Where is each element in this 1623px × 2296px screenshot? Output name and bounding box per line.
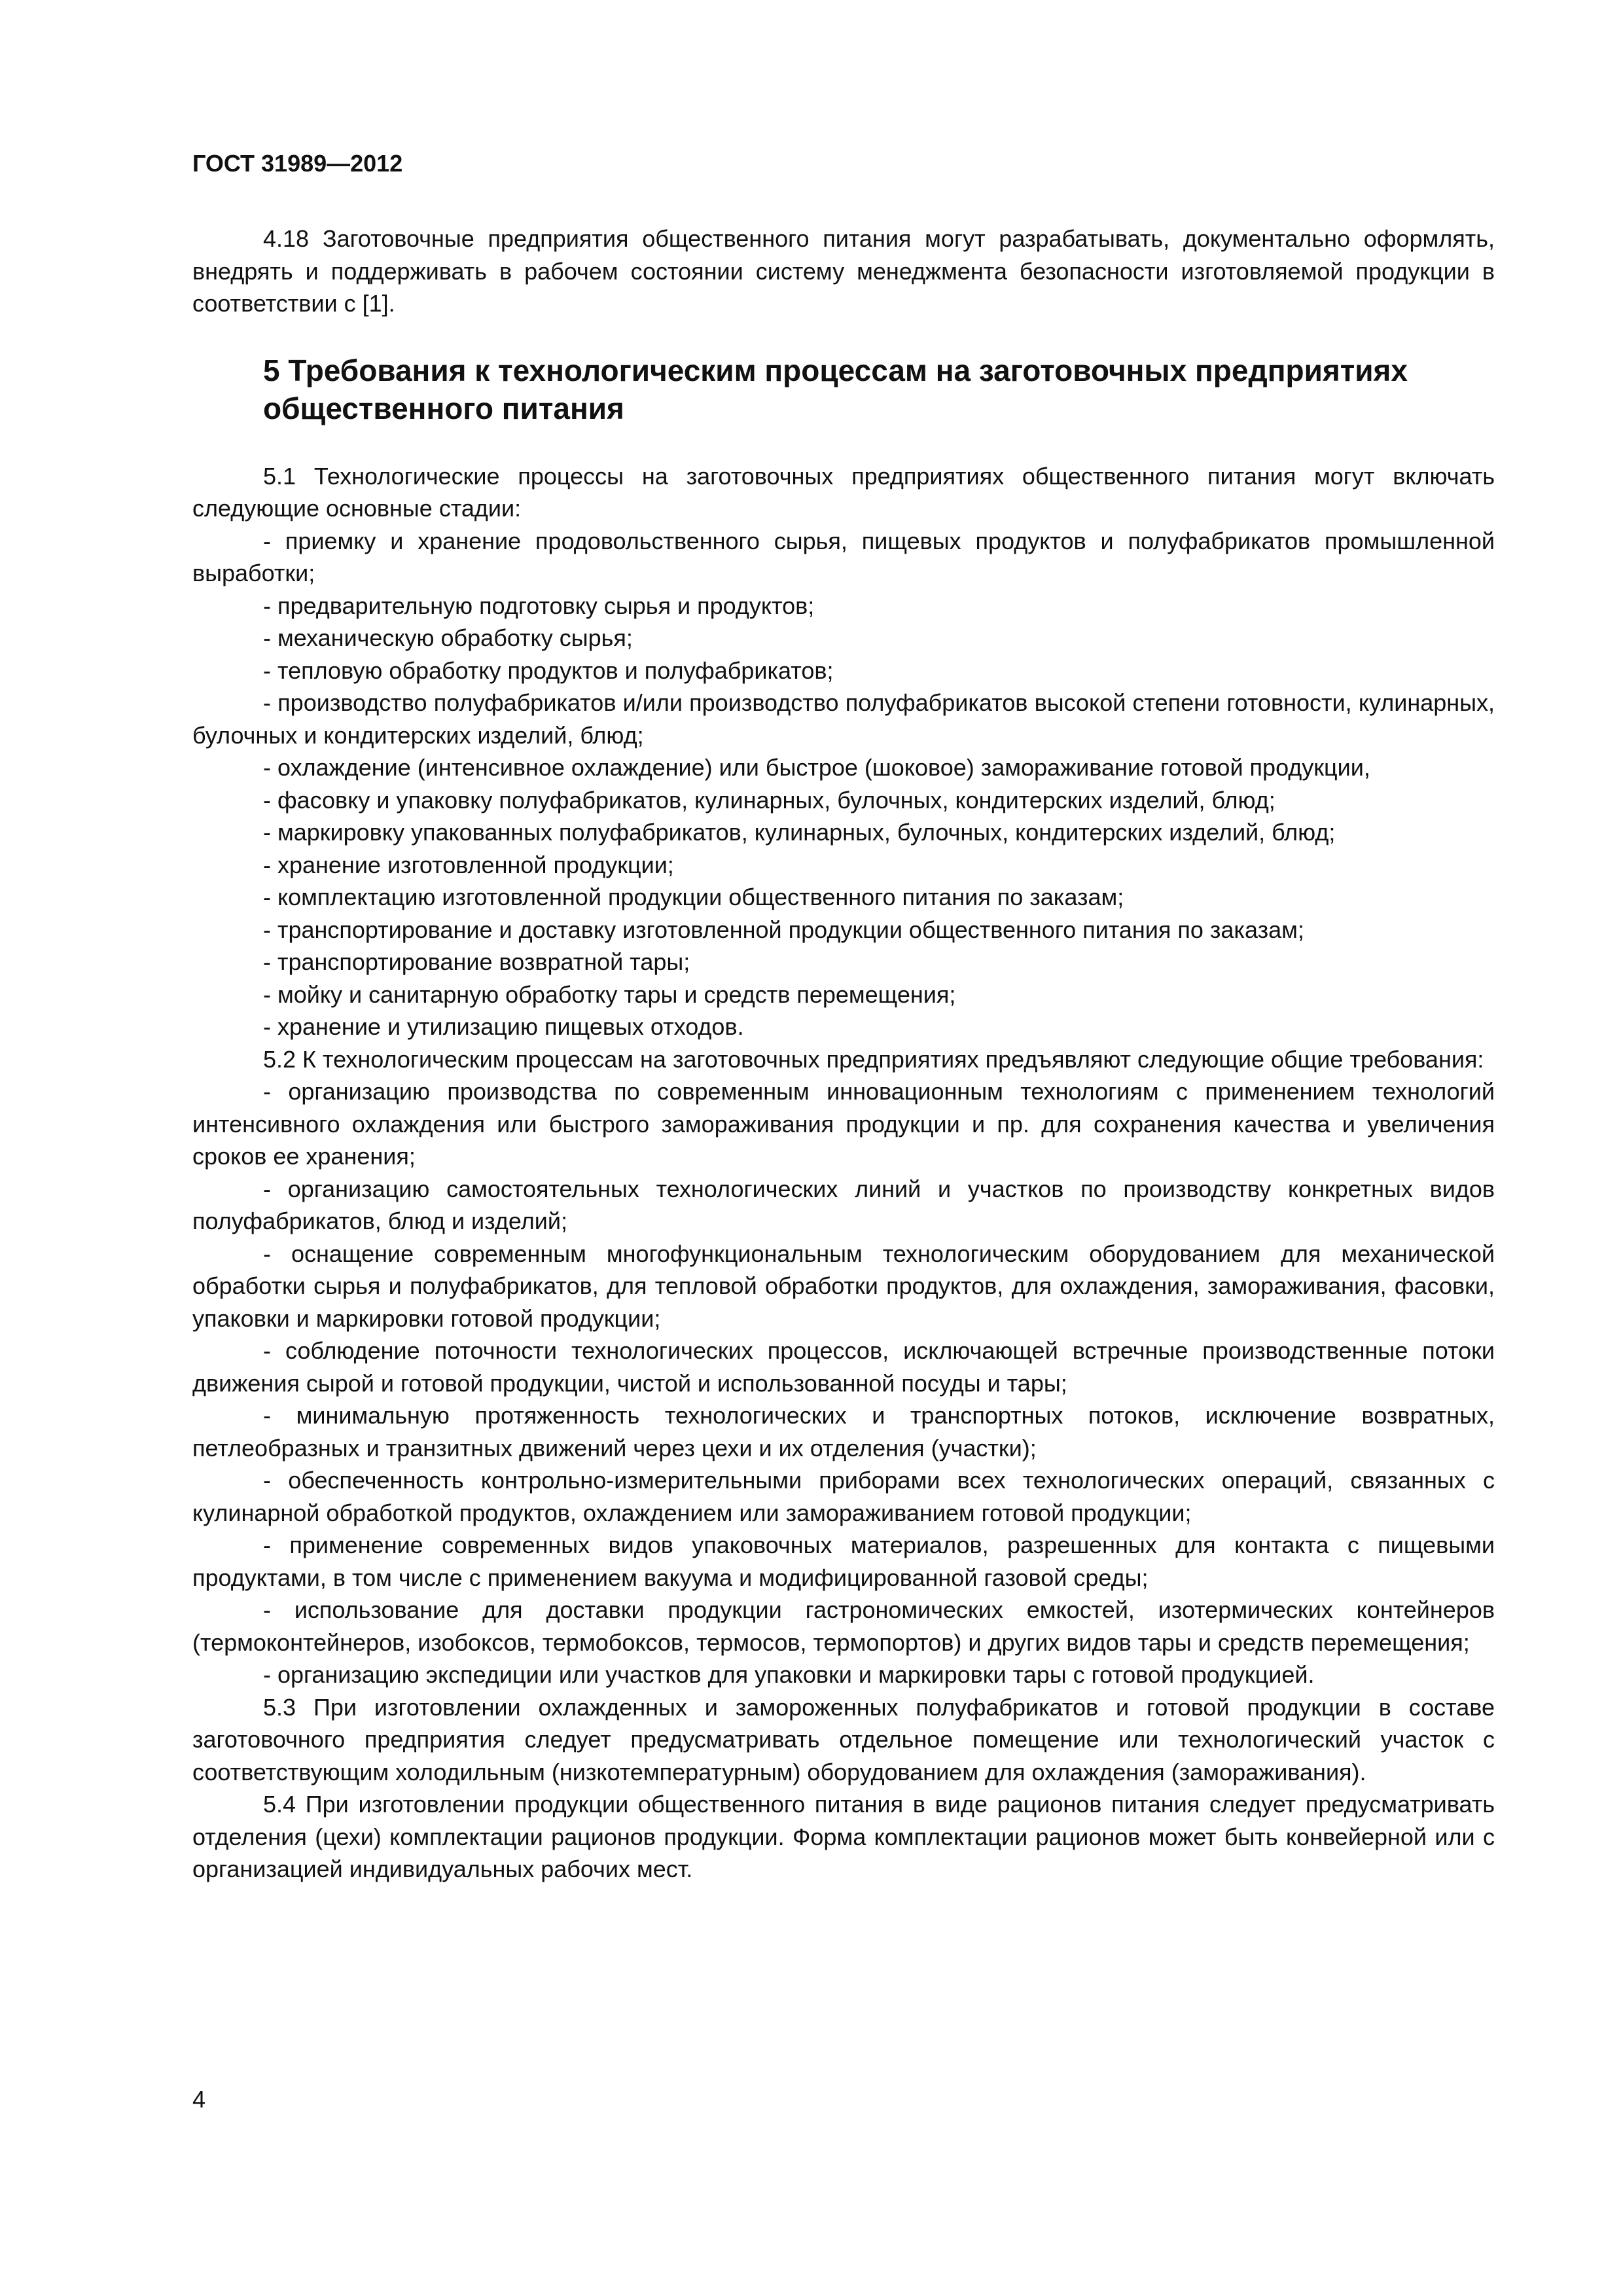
list-item: - транспортирование возвратной тары; [263, 948, 690, 975]
paragraph-5-2: 5.2 К технологическим процессам на заготовочных предприятиях предъявляют следующие общие требования: [263, 1045, 1484, 1073]
paragraph-5-4: 5.4 При изготовлении продукции общественного питания в виде рационов питания следует предусматривать отделения (цехи) комплектации рационов продукции. Форма комплектации рационов может быть конвейерной или с организацией индивидуальных рабочих мест. [192, 1791, 1495, 1882]
list-item: - минимальную протяженность технологических и транспортных потоков, исключение возвратных, петлеобразных и транзитных движений через цехи и их отделения (участки); [192, 1402, 1495, 1462]
list-item: - соблюдение поточности технологических процессов, исключающей встречные производственные потоки движения сырой и готовой продукции, чистой и использованной посуды и тары; [192, 1337, 1495, 1397]
stages-list [192, 525, 1495, 1043]
list-item: - механическую обработку сырья; [263, 624, 633, 651]
list-item: - тепловую обработку продуктов и полуфабрикатов; [263, 656, 834, 684]
list-item: - обеспеченность контрольно-измерительными приборами всех технологических операций, связанных с кулинарной обработкой продуктов, охлаждением или замораживанием готовой продукции; [192, 1467, 1495, 1526]
list-item: - комплектацию изготовленной продукции общественного питания по заказам; [263, 884, 1124, 910]
list-item: - предварительную подготовку сырья и продуктов; [263, 592, 815, 619]
paragraph-4-18: 4.18 Заготовочные предприятия общественного питания могут разрабатывать, документально оформлять, внедрять и поддерживать в рабочем состоянии систему менеджмента безопасности изготовляемой продукции в соответствии с [1]. [192, 225, 1495, 317]
list-item: - фасовку и упаковку полуфабрикатов, кулинарных, булочных, кондитерских изделий, блюд; [263, 786, 1275, 814]
list-item: - организацию экспедиции или участков для упаковки и маркировки тары с готовой продукцией. [263, 1661, 1315, 1688]
list-item: - оснащение современным многофункциональным технологическим оборудованием для механической обработки сырья и полуфабрикатов, для тепловой обработки продуктов, для охлаждения, замораживания, фасовки, упаковки и маркировки готовой продукции; [192, 1240, 1495, 1332]
requirements-list [192, 1075, 1495, 1691]
paragraph-5-3: 5.3 При изготовлении охлажденных и замороженных полуфабрикатов и готовой продукции в составе заготовочного предприятия следует предусматривать отдельное помещение или технологический участок с соответствующим холодильным (низкотемпературным) оборудованием для охлаждения (замораживания). [192, 1693, 1495, 1785]
document-body [192, 223, 1495, 1886]
list-item: - хранение и утилизацию пищевых отходов. [263, 1013, 744, 1040]
list-item: - использование для доставки продукции гастрономических емкостей, изотермических контейнеров (термоконтейнеров, изобоксов, термобоксов, термосов, термопортов) и других видов тары и средств перемещения; [192, 1596, 1495, 1656]
list-item: - организацию самостоятельных технологических линий и участков по производству конкретных видов полуфабрикатов, блюд и изделий; [192, 1175, 1495, 1234]
list-item: - транспортирование и доставку изготовленной продукции общественного питания по заказам; [263, 916, 1304, 943]
section-5-heading: 5 Требования к технологическим процессам на заготовочных предприятиях общественного питания [263, 353, 1408, 425]
list-item: - маркировку упакованных полуфабрикатов, кулинарных, булочных, кондитерских изделий, блюд; [263, 819, 1336, 846]
list-item: - хранение изготовленной продукции; [263, 851, 674, 878]
list-item: - приемку и хранение продовольственного сырья, пищевых продуктов и полуфабрикатов промышленной выработки; [192, 527, 1495, 586]
list-item: - производство полуфабрикатов и/или производство полуфабрикатов высокой степени готовности, кулинарных, булочных и кондитерских изделий, блюд; [192, 689, 1495, 749]
list-item: - мойку и санитарную обработку тары и средств перемещения; [263, 980, 956, 1008]
list-item: - охлаждение (интенсивное охлаждение) или быстрое (шоковое) замораживание готовой продукции, [263, 754, 1370, 781]
paragraph-5-1: 5.1 Технологические процессы на заготовочных предприятиях общественного питания могут включать следующие основные стадии: [192, 462, 1495, 522]
list-item: - применение современных видов упаковочных материалов, разрешенных для контакта с пищевыми продуктами, в том числе с применением вакуума и модифицированной газовой среды; [192, 1532, 1495, 1591]
document-header: ГОСТ 31989—2012 [192, 150, 403, 177]
list-item: - организацию производства по современным инновационным технологиям с применением технологий интенсивного охлаждения или быстрого замораживания продукции и пр. для сохранения качества и увеличения сроков ее хранения; [192, 1078, 1495, 1170]
page-number: 4 [192, 2086, 206, 2113]
